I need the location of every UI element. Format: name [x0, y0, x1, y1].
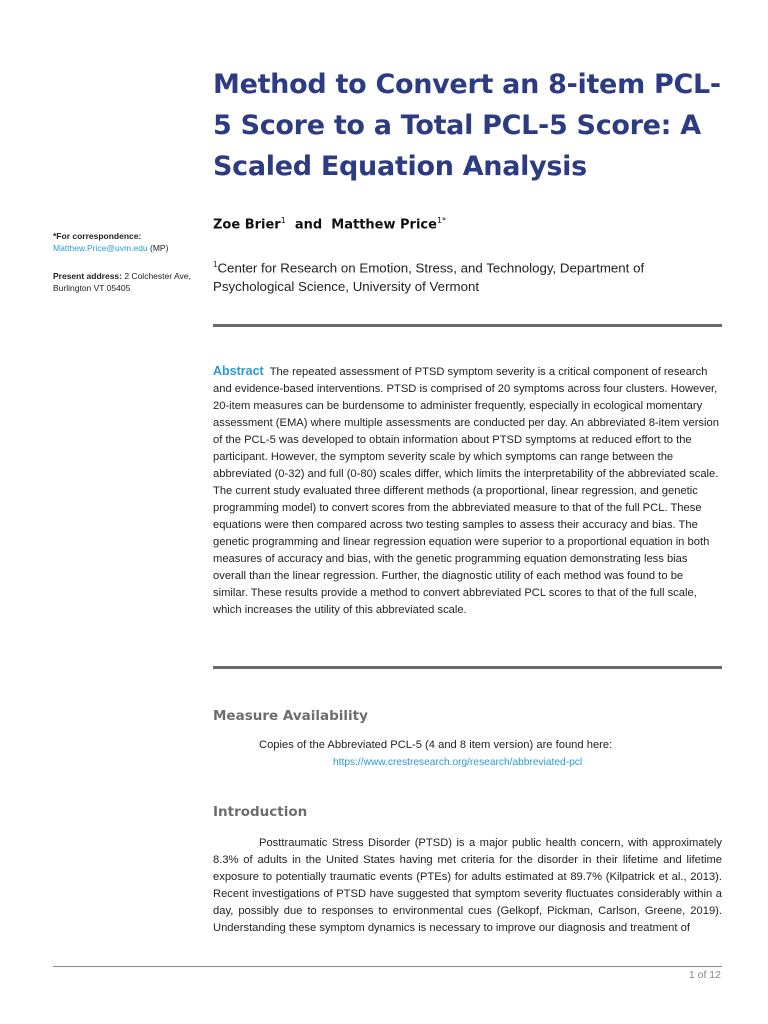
- measure-availability-link[interactable]: https://www.crestresearch.org/research/abbreviated-pcl: [333, 757, 583, 768]
- author-name: Matthew Price: [331, 217, 437, 233]
- affiliation-marker: 1: [213, 260, 218, 269]
- affiliation: [213, 255, 728, 296]
- author-connector: and: [294, 217, 323, 233]
- present-address-block: [53, 270, 193, 294]
- present-address-label: Present address:: [53, 271, 122, 281]
- correspondence-block: [53, 230, 193, 254]
- correspondence-label: *For correspondence:: [53, 231, 142, 241]
- footer-divider: [53, 966, 722, 967]
- introduction-heading: Introduction: [213, 804, 308, 820]
- abstract-label: Abstract: [213, 364, 264, 378]
- measure-availability-heading: Measure Availability: [213, 708, 368, 724]
- header-divider: [213, 324, 722, 327]
- author-list: [213, 216, 446, 232]
- introduction-text: Posttraumatic Stress Disorder (PTSD) is a major public health concern, with approximately 8.3% of adults in the United States having met criteria for the disorder in their lifetime and lifetime exposure to potentially traumatic events (PTEs) for adults estimated at 89.7% (Kilpatrick et al., 2013). Recent investigations of PTSD have suggested that symptom severity fluctuates considerably within a day, possibly due to responses to environmental cues (Gelkopf, Pickman, Carlson, Greene, 2019). Understanding these symptom dynamics is necessary to improve our diagnosis and treatment of: [213, 837, 722, 934]
- abstract-divider: [213, 666, 722, 669]
- correspondence-email-suffix: (MP): [147, 243, 169, 253]
- abstract: [213, 363, 720, 619]
- present-address-text: 2 Colchester Ave, Burlington VT 05405: [53, 271, 191, 293]
- author-affiliation-marker: 1*: [436, 216, 447, 225]
- measure-availability-text: Copies of the Abbreviated PCL-5 (4 and 8 item version) are found here:: [259, 739, 613, 751]
- abstract-text: The repeated assessment of PTSD symptom severity is a critical component of research and evidence-based interventions. PTSD is comprised of 20 symptoms across four clusters. However, 20-item measures can be burdensome to administer frequently, especially in ecological momentary assessment (EMA) where multiple assessments are conducted per day. An abbreviated 8-item version of the PCL-5 was developed to obtain information about PTSD symptoms at reduced effort to the participant. However, the symptom severity scale by which symptoms can range between the abbreviated (0-32) and full (0-80) scales differ, which limits the interpretability of the abbreviated scale. The current study evaluated three different methods (a proportional, linear regression, and genetic programming model) to convert scores from the abbreviated measure to that of the full PCL. These equations were then compared across two testing samples to assess their accuracy and bias. The genetic programming and linear regression equation were superior to a proportional equation in both measures of accuracy and bias, with the genetic programming equation demonstrating less bias overall than the linear regression. Further, the diagnostic utility of each method was found to be similar. These results provide a method to convert abbreviated PCL scores to that of the full scale, which increases the utility of this abbreviated scale.: [213, 366, 719, 616]
- author-affiliation-marker: 1: [280, 216, 286, 225]
- page-number: 1 of 12: [688, 969, 721, 981]
- author-name: Zoe Brier: [213, 217, 281, 233]
- correspondence-email-link[interactable]: Matthew.Price@uvm.edu: [53, 243, 148, 253]
- paper-title: Method to Convert an 8-item PCL-5 Score to a Total PCL-5 Score: A Scaled Equation Analysis: [213, 69, 721, 182]
- affiliation-text: Center for Research on Emotion, Stress, and Technology, Department of Psychological Science, University of Vermont: [213, 260, 645, 295]
